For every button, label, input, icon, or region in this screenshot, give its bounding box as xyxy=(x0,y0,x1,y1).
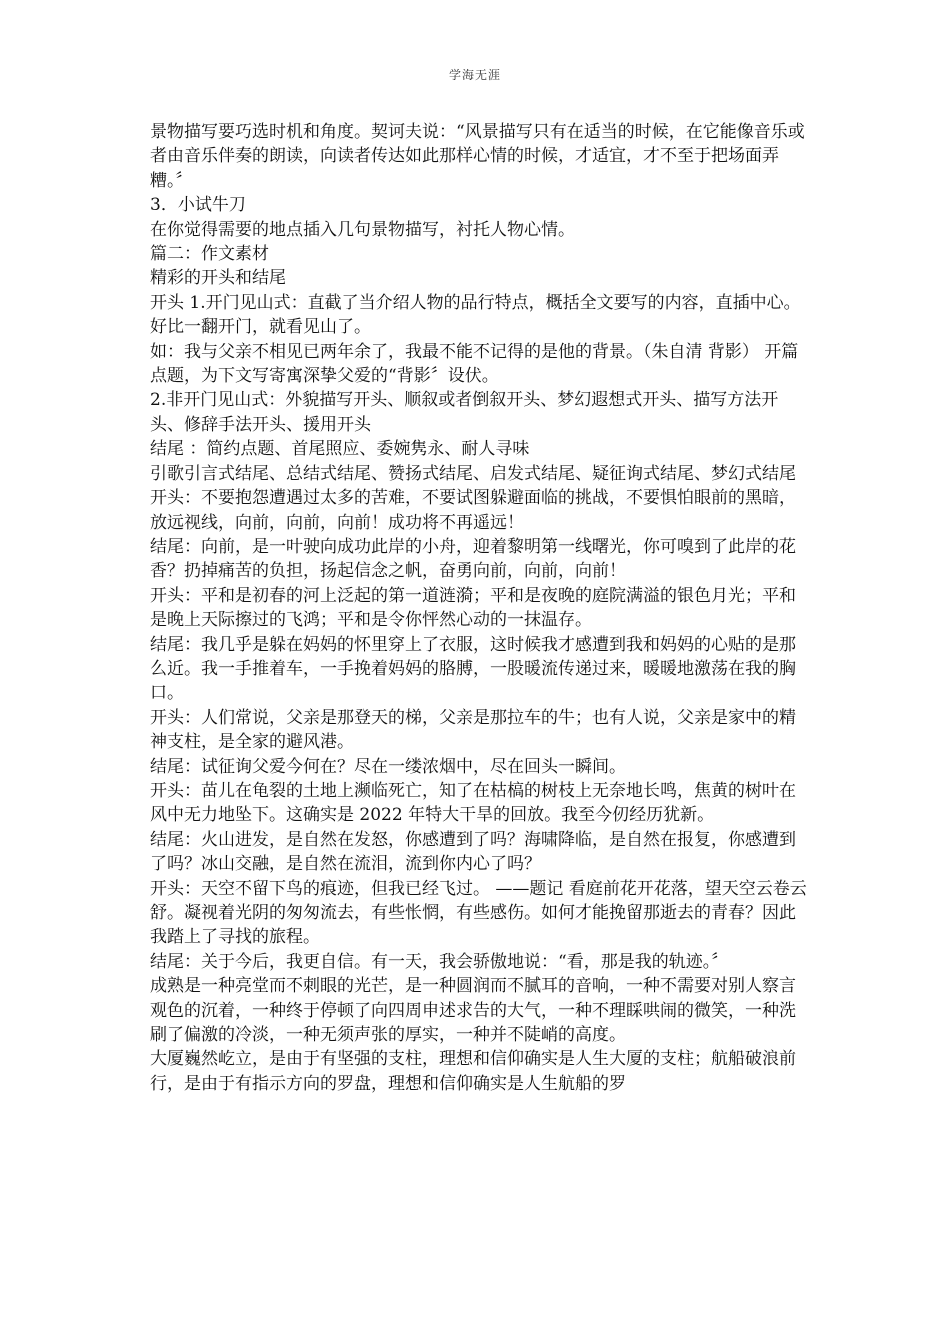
paragraph: 景物描写要巧选时机和角度。契诃夫说：“风景描写只有在适当的时候，在它能像音乐或者由音乐伴奏的朗读，向读者传达如此那样心情的时候，才适宜，才不至于把场面弄糟。〞 xyxy=(150,122,805,191)
paragraph: 2.非开门见山式：外貌描写开头、顺叙或者倒叙开头、梦幻遐想式开头、描写方法开头、修辞手法开头、援用开头 xyxy=(150,390,779,435)
page-header: 学海无涯 xyxy=(448,68,501,82)
paragraph: 结尾：火山进发，是自然在发怒，你感遭到了吗？海啸降临，是自然在报复，你感遭到了吗？冰山交融，是自然在流泪，流到你内心了吗？ xyxy=(150,829,796,875)
paragraph: 结尾：我几乎是躲在妈妈的怀里穿上了衣服，这时候我才感遭到我和妈妈的心贴的是那么近。我一手推着车，一手挽着妈妈的胳膊，一股暖流传递过来，暖暖地激荡在我的胸口。 xyxy=(150,634,796,704)
paragraph: 结尾：试征询父爱今何在？尽在一缕浓烟中，尽在回头一瞬间。 xyxy=(150,756,626,777)
paragraph: 结尾 ：简约点题、首尾照应、委婉隽永、耐人寻味 xyxy=(150,439,530,460)
paragraph: 3．小试牛刀 xyxy=(150,195,246,216)
section-heading: 篇二：作文素材 xyxy=(150,244,269,265)
paragraph: 成熟是一种亮堂而不刺眼的光芒，是一种圆润而不腻耳的音响，一种不需要对别人察言观色的沉着，一种终于停顿了向四周申述求告的大气，一种不理睬哄闹的微笑，一种洗刷了偏激的冷淡，一种无须声张的厚实，一种并不陡峭的高度。 xyxy=(150,976,796,1046)
document-body xyxy=(150,120,810,1096)
paragraph: 开头：平和是初春的河上泛起的第一道涟漪；平和是夜晚的庭院满溢的银色月光；平和是晚上天际擦过的飞鸿；平和是令你怦然心动的一抹温存。 xyxy=(150,585,796,631)
paragraph: 开头：苗儿在龟裂的土地上濒临死亡，知了在枯槁的树枝上无奈地长鸣，焦黄的树叶在风中无力地坠下。这确实是 2022 年特大干旱的回放。我至今仞经历犹新。 xyxy=(150,780,796,826)
paragraph: 在你觉得需要的地点插入几句景物描写，衬托人物心情。 xyxy=(150,219,575,240)
paragraph: 大厦巍然屹立，是由于有坚强的支柱，理想和信仰确实是人生大厦的支柱；航船破浪前行，是由于有指示方向的罗盘，理想和信仰确实是人生航船的罗 xyxy=(150,1049,796,1094)
paragraph: 如：我与父亲不相见已两年余了，我最不能不记得的是他的背景。（朱自清 背影） 开篇点题，为下文写寄寓深挚父爱的“背影〞设伏。 xyxy=(150,341,799,387)
paragraph: 开头：天空不留下鸟的痕迹，但我已经飞过。 ——题记 看庭前花开花落，望天空云卷云舒。凝视着光阴的匆匆流去，有些怅惘，有些感伤。如何才能挽留那逝去的青春？因此我踏上了寻找的旅程。 xyxy=(150,878,807,948)
paragraph: 结尾：关于今后，我更自信。有一天，我会骄傲地说：“看，那是我的轨迹。〞 xyxy=(150,951,729,972)
section-subheading: 精彩的开头和结尾 xyxy=(150,268,286,289)
paragraph: 引歌引言式结尾、总结式结尾、赞扬式结尾、启发式结尾、疑征询式结尾、梦幻式结尾 开头：不要抱怨遭遇过太多的苦难，不要试图躲避面临的挑战，不要惧怕眼前的黑暗，放远视线，向前，向前，向前！成功将不再遥远！ xyxy=(150,463,796,533)
paragraph: 结尾：向前，是一叶驶向成功此岸的小舟，迎着黎明第一线曙光，你可嗅到了此岸的花香？扔掉痛苦的负担，扬起信念之帆，奋勇向前，向前，向前！ xyxy=(150,536,796,582)
paragraph: 开头 1.开门见山式：直截了当介绍人物的品行特点，概括全文要写的内容，直插中心。好比一翻开门，就看见山了。 xyxy=(150,292,801,338)
paragraph: 开头：人们常说，父亲是那登天的梯，父亲是那拉车的牛；也有人说，父亲是家中的精神支柱，是全家的避风港。 xyxy=(150,707,796,753)
